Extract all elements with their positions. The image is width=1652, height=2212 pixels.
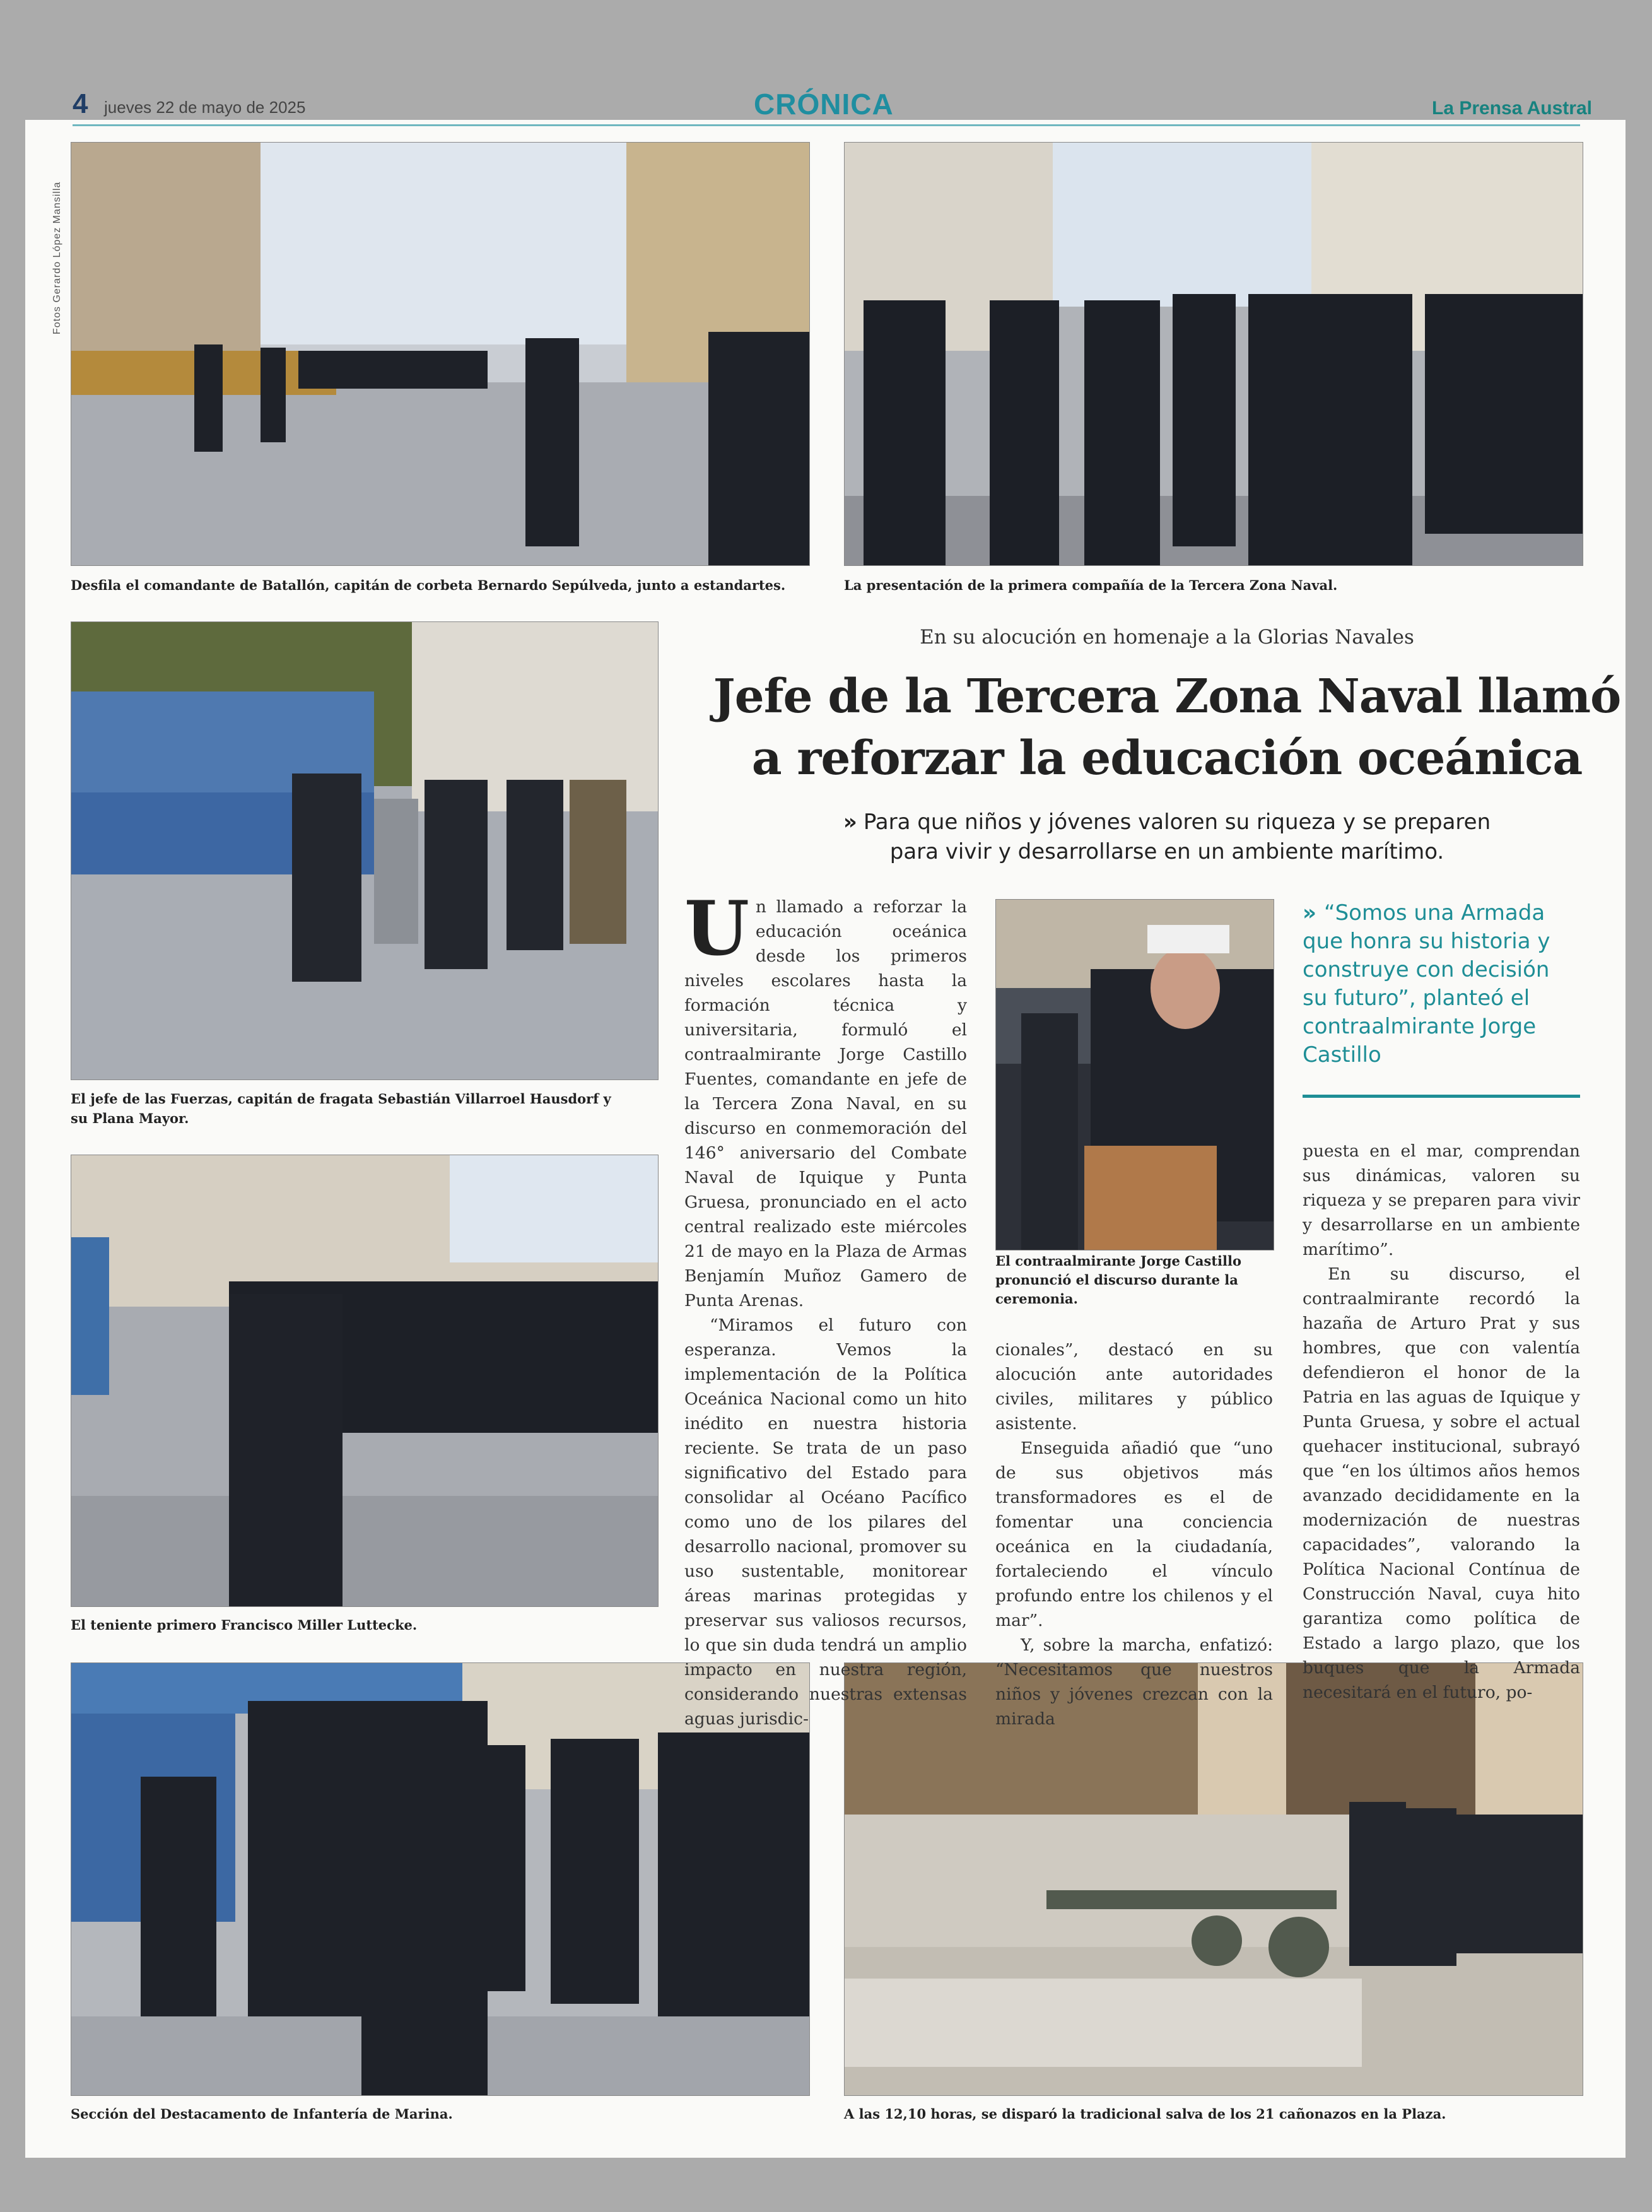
caption-photo-2: La presentación de la primera compañía de la Tercera Zona Naval. bbox=[844, 577, 1338, 593]
caption-photo-5: El contraalmirante Jorge Castillo pronunció el discurso durante la ceremonia. bbox=[995, 1253, 1241, 1307]
drop-cap: U bbox=[684, 885, 749, 972]
photo-credit: Fotos Gerardo López Mansilla bbox=[52, 181, 62, 334]
chevron-right-icon: » bbox=[843, 809, 857, 835]
article-headline: Jefe de la Tercera Zona Naval llamó a reforzar la educación oceánica bbox=[713, 669, 1621, 785]
article-column-3: puesta en el mar, comprendan sus dinámicas, valoren su riqueza y se preparen para vivir y desarrollarse en un ambiente marítimo”. En su discurso, el contraalmirante recordó la hazaña de Arturo Prat y sus hombres, que con valentía defendieron el honor de la Patria en las aguas de Iquique y Punta Gruesa, y sobre el actual quehacer institucional, subrayó que “en los últimos años hemos avanzado decididamente en la modernización de nuestras capacidades”, valorando la Política Nacional Contínua de Construcción Naval, cuya hito garantiza como política de Estado a largo plazo, que los buques que la Armada necesitará en el futuro, po- bbox=[1303, 1141, 1580, 1702]
caption-photo-1: Desfila el comandante de Batallón, capitán de corbeta Bernardo Sepúlveda, junto a estandartes. bbox=[71, 577, 786, 593]
article-subhead: » Para que niños y jóvenes valoren su riqueza y se preparen para vivir y desarrollarse en un ambiente marítimo. bbox=[843, 809, 1491, 864]
article-column-1: Un llamado a reforzar la educación oceánica desde los primeros niveles escolares hasta la formación técnica y universitaria, formuló el contraalmirante Jorge Castillo Fuentes, comandante en jefe de la Tercera Zona Naval, en su discurso en conmemoración del 146° aniversario del Combate Naval de Iquique y Punta Gruesa, pronunciado en el acto central realizado este miércoles 21 de mayo en la Plaza de Armas Benjamín Muñoz Gamero de Punta Arenas. “Miramos el futuro con esperanza. Vemos la implementación de la Política Oceánica Nacional como un hito inédito en nuestra historia reciente. Se trata de un paso significativo del Estado para consolidar al Océano Pacífico como uno de los pilares del desarrollo nacional, promover su uso sustentable, monitorear áreas marinas protegidas y preservar sus valiosos recursos, lo que sin duda tendrá un amplio impacto en nuestra región, considerando nuestras extensas aguas jurisdic- bbox=[684, 885, 967, 1729]
section-title: CRÓNICA bbox=[754, 88, 894, 121]
photo-lieutenant bbox=[71, 1155, 659, 1607]
photo-rear-admiral-speech bbox=[995, 899, 1274, 1250]
photo-forces-chief bbox=[71, 621, 659, 1080]
newspaper-name: La Prensa Austral bbox=[1432, 98, 1592, 119]
page-date: jueves 22 de mayo de 2025 bbox=[104, 98, 306, 117]
caption-photo-3: El jefe de las Fuerzas, capitán de fragata Sebastián Villarroel Hausdorf y su Plana Mayor. bbox=[71, 1091, 611, 1126]
article-column-2: cionales”, destacó en su alocución ante autoridades civiles, militares y público asistente. Enseguida añadió que “uno de sus objetivos más transformadores es el de fomentar una conciencia oceánica en la ciudadanía, fortaleciendo el vínculo profundo entre los chilenos y el mar”. Y, sobre la marcha, enfatizó: “Necesitamos que nuestros niños y jóvenes crezcan con la mirada bbox=[995, 1340, 1273, 1729]
caption-photo-6: Sección del Destacamento de Infantería de Marina. bbox=[71, 2106, 453, 2122]
page-number: 4 bbox=[73, 88, 88, 119]
caption-photo-4: El teniente primero Francisco Miller Luttecke. bbox=[71, 1617, 418, 1633]
photo-battalion-commander bbox=[71, 142, 810, 566]
photo-first-company bbox=[844, 142, 1583, 566]
pull-quote-rule bbox=[1303, 1095, 1580, 1098]
pull-quote: » “Somos una Armada que honra su historia y construye con decisión su futuro”, planteó el contraalmirante Jorge Castillo bbox=[1303, 900, 1550, 1068]
header-rule bbox=[73, 124, 1580, 126]
article-kicker: En su alocución en homenaje a la Glorias Navales bbox=[920, 626, 1414, 649]
caption-photo-7: A las 12,10 horas, se disparó la tradicional salva de los 21 cañonazos en la Plaza. bbox=[844, 2106, 1446, 2122]
quote-chevron-icon: » bbox=[1303, 900, 1316, 926]
